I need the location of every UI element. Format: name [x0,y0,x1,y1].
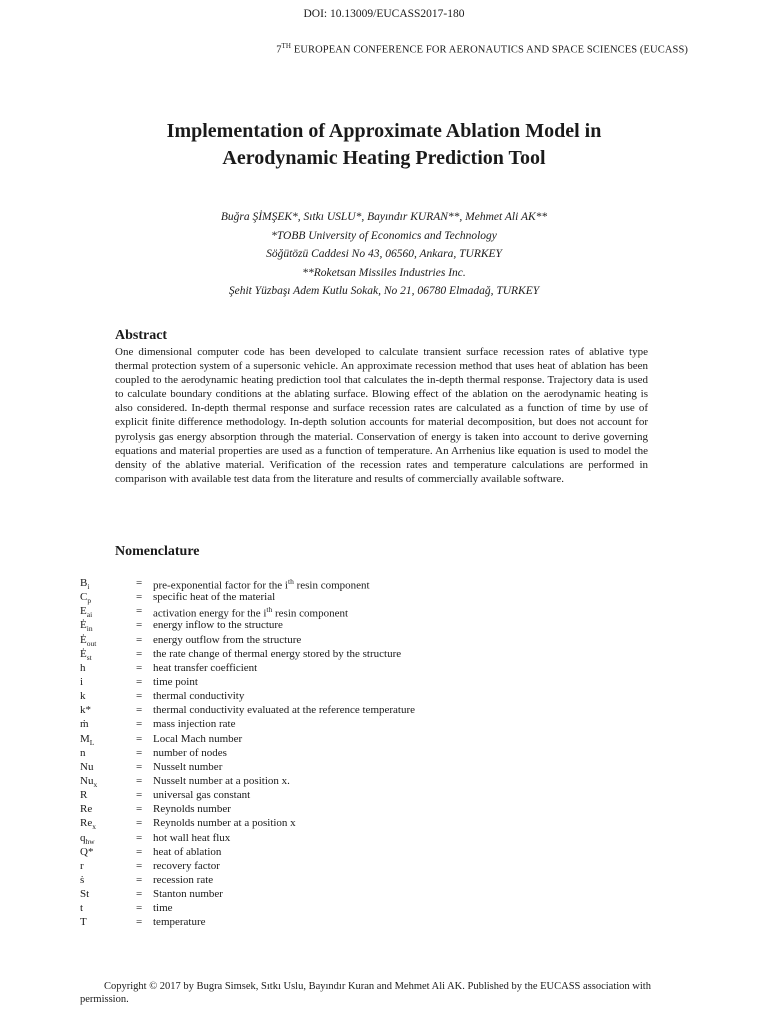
nomenclature-equals: = [136,661,143,674]
nomenclature-list [80,577,680,931]
nomenclature-equals: = [136,675,143,688]
conference-name [276,42,688,56]
doi: DOI: 10.13009/EUCASS2017-180 [303,8,465,20]
nomenclature-definition: Local Mach number [153,732,243,745]
author-list: Buğra ŞİMŞEK*, Sıtkı USLU*, Bayındır KURAN**, Mehmet Ali AK** [220,211,548,223]
nomenclature-row [80,789,680,803]
author-block [0,208,768,301]
nomenclature-equals: = [136,873,143,886]
nomenclature-row [80,577,680,591]
nomenclature-equals: = [136,577,143,589]
nomenclature-definition: number of nodes [153,746,227,759]
nomenclature-row [80,761,680,775]
nomenclature-equals: = [136,845,143,858]
nomenclature-symbol: $Ė_{st}$ [80,647,92,662]
nomenclature-symbol: ṁ [80,718,89,731]
abstract-text: One dimensional computer code has been developed to calculate transient surface recession rates of ablative type thermal protection system of a supersonic vehicle. An approximate recession method that uses heat of ablation has been coupled to the aerodynamic heating prediction tool that calculates the in-depth thermal response. Trajectory data is used to calculate boundary conditions at the ablating surface. Blowing effect of the ablation on the aerodynamic heating is also considered. In-depth thermal response and surface recession rates are calculated as a function of time by use of explicit finite difference methodology. In-depth solution accounts for material decomposition, but does not account for pyrolysis gas energy absorption through the material. Conservation of energy is taken into account to derive governing equations and material properties are used as a function of temperature. An Arrhenius like equation is used to model the density of the ablative material. Verification of the recession rates and temperature calculations are performed in comparison with available test data from the literature and results of commercially available software. [115,346,648,485]
nomenclature-equals: = [136,718,143,731]
nomenclature-symbol: $q_{hw}$ [80,831,95,846]
nomenclature-row [80,803,680,817]
nomenclature-definition: energy inflow to the structure [153,619,283,632]
conference-number-suffix: TH [281,42,292,50]
nomenclature-definition: Reynolds number at a position x [153,817,296,830]
nomenclature-row [80,704,680,718]
nomenclature-symbol: ṡ [80,873,85,886]
nomenclature-row [80,605,680,619]
nomenclature-row [80,860,680,874]
nomenclature-symbol: Nu [80,760,94,773]
nomenclature-definition: recovery factor [153,859,220,872]
nomenclature-equals: = [136,633,143,646]
nomenclature-equals: = [136,803,143,816]
nomenclature-symbol: $Ė_{out}$ [80,633,97,648]
nomenclature-equals: = [136,831,143,844]
nomenclature-row [80,888,680,902]
nomenclature-row [80,619,680,633]
nomenclature-equals: = [136,817,143,830]
nomenclature-definition: Stanton number [153,888,223,901]
nomenclature-symbol: $B_i$ [80,577,90,592]
abstract-heading: Abstract [115,328,168,343]
nomenclature-symbol: k [80,690,86,703]
nomenclature-symbol: r [80,859,84,872]
nomenclature-equals: = [136,916,143,929]
nomenclature-row [80,591,680,605]
nomenclature-symbol: $E_{ai}$ [80,605,93,620]
nomenclature-equals: = [136,859,143,872]
nomenclature-equals: = [136,619,143,632]
nomenclature-symbol: $Re_x$ [80,817,96,832]
nomenclature-definition: pre-exponential factor for the $i^{th}$ resin component [153,577,370,592]
nomenclature-equals: = [136,888,143,901]
nomenclature-row [80,634,680,648]
nomenclature-row [80,846,680,860]
nomenclature-row [80,648,680,662]
nomenclature-definition: hot wall heat flux [153,831,231,844]
nomenclature-equals: = [136,690,143,703]
nomenclature-definition: thermal conductivity evaluated at the reference temperature [153,704,416,717]
nomenclature-equals: = [136,704,143,717]
nomenclature-definition: heat transfer coefficient [153,661,258,674]
nomenclature-symbol: St [80,888,90,901]
nomenclature-equals: = [136,789,143,802]
nomenclature-row [80,676,680,690]
paper-title-line-1: Implementation of Approximate Ablation Model in [166,120,602,142]
nomenclature-symbol: $Nu_x$ [80,774,98,790]
nomenclature-row [80,832,680,846]
nomenclature-symbol: n [80,746,86,759]
nomenclature-row [80,747,680,761]
nomenclature-row [80,775,680,789]
paper-title [0,118,768,172]
nomenclature-symbol: $Ė_{in}$ [80,619,93,634]
nomenclature-row [80,733,680,747]
nomenclature-definition: the rate change of thermal energy stored by the structure [153,647,402,660]
nomenclature-definition: mass injection rate [153,718,236,731]
nomenclature-row [80,902,680,916]
nomenclature-symbol: t [80,902,84,915]
nomenclature-row [80,718,680,732]
affiliation-2: **Roketsan Missiles Industries Inc. [302,266,466,279]
nomenclature-row [80,874,680,888]
nomenclature-definition: specific heat of the material [153,591,276,604]
nomenclature-symbol: R [80,789,88,802]
nomenclature-symbol: T [80,916,87,929]
affiliation-1-address: Söğütözü Caddesi No 43, 06560, Ankara, TURKEY [266,248,502,260]
affiliation-1: *TOBB University of Economics and Technology [271,229,497,242]
nomenclature-equals: = [136,605,143,618]
nomenclature-definition: temperature [153,916,206,929]
nomenclature-definition: activation energy for the $i^{th}$ resin component [153,605,349,620]
nomenclature-equals: = [136,902,143,915]
nomenclature-definition: universal gas constant [153,789,251,802]
nomenclature-equals: = [136,760,143,773]
nomenclature-definition: thermal conductivity [153,690,245,703]
copyright-notice: Copyright © 2017 by Bugra Simsek, Sıtkı Uslu, Bayındır Kuran and Mehmet Ali AK. Published by the EUCASS association with permission. [80,981,651,1005]
nomenclature-heading: Nomenclature [115,544,200,559]
nomenclature-definition: time [153,902,173,915]
nomenclature-row [80,817,680,831]
nomenclature-row [80,690,680,704]
nomenclature-definition: recession rate [153,873,214,886]
nomenclature-row [80,916,680,930]
nomenclature-definition: Reynolds number [153,803,231,816]
nomenclature-definition: Nusselt number [153,760,223,773]
nomenclature-symbol: h [80,661,86,674]
nomenclature-definition: time point [153,675,198,688]
nomenclature-equals: = [136,732,143,745]
nomenclature-symbol: Q* [80,845,94,858]
nomenclature-definition: energy outflow from the structure [153,633,302,646]
nomenclature-equals: = [136,774,143,787]
nomenclature-symbol: Re [80,803,93,816]
nomenclature-symbol: k* [80,704,91,717]
nomenclature-equals: = [136,746,143,759]
nomenclature-definition: heat of ablation [153,845,222,858]
affiliation-2-address: Şehit Yüzbaşı Adem Kutlu Sokak, No 21, 06780 Elmadağ, TURKEY [228,285,540,297]
conference-number: 7 [276,44,282,56]
nomenclature-symbol: i [80,675,84,688]
nomenclature-definition: Nusselt number at a position x. [153,774,290,787]
nomenclature-symbol: $C_p$ [80,591,92,606]
nomenclature-equals: = [136,591,143,604]
nomenclature-row [80,662,680,676]
nomenclature-equals: = [136,647,143,660]
paper-title-line-2: Aerodynamic Heating Prediction Tool [222,147,546,169]
nomenclature-symbol: $M_L$ [80,732,95,747]
conference-title: EUROPEAN CONFERENCE FOR AERONAUTICS AND SPACE SCIENCES (EUCASS) [293,44,688,56]
